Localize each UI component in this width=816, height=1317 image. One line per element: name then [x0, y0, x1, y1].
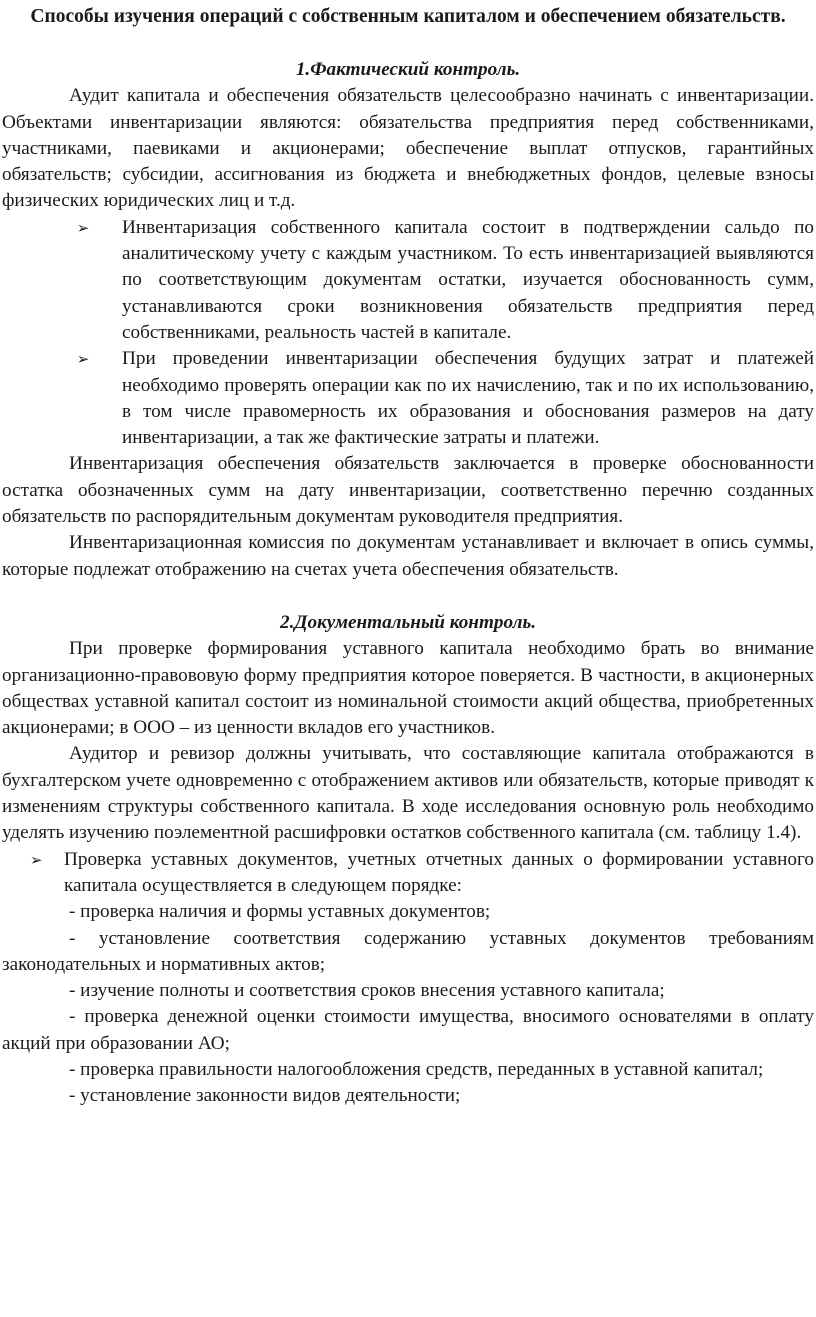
list-item: - установление законности видов деятельности; — [69, 1085, 461, 1107]
bullet-item — [2, 215, 814, 346]
paragraph: Аудит капитала и обеспечения обязательств целесообразно начинать с инвентаризации. Объектами инвентаризации являются: обязательства предприятия перед собственниками, участниками, паевиками и акционерами; обеспечение выплат отпусков, гарантийных обязательств; субсидии, ассигнования из бюджета и внебюджетных фондов, целевые взносы физических юридических лиц и т.д. — [2, 85, 814, 212]
bullet-text: Инвентаризация собственного капитала состоит в подтверждении сальдо по аналитическому учету с каждым участником. То есть инвентаризацией выявляются по соответствующим документам остатки, изучается обоснованность сумм, устанавливаются сроки возникновения обязательств предприятия перед собственниками, реальность частей в капитале. — [122, 216, 814, 343]
list-item: - проверка денежной оценки стоимости имущества, вносимого основателями в оплату акций при образовании АО; — [2, 1006, 814, 1054]
spacer — [2, 30, 814, 57]
list-item: - изучение полноты и соответствия сроков внесения уставного капитала; — [69, 980, 665, 1002]
document-title: Способы изучения операций с собственным капиталом и обеспечением обязательств. — [30, 6, 786, 27]
bullet-item — [2, 847, 814, 900]
bullet-text: При проведении инвентаризации обеспечения будущих затрат и платежей необходимо проверять операции как по их начислению, так и по их использованию, в том числе правомерность их образования и обоснования размеров на дату инвентаризации, а так же фактические затраты и платежи. — [122, 348, 814, 449]
section-heading-documentary-control: 2.Документальный контроль. — [279, 611, 537, 633]
arrow-bullet-icon: ➢ — [76, 218, 90, 237]
arrow-bullet-icon: ➢ — [30, 850, 43, 869]
bullet-item — [2, 346, 814, 451]
arrow-bullet-icon: ➢ — [76, 350, 90, 369]
paragraph: Аудитор и ревизор должны учитывать, что составляющие капитала отображаются в бухгалтерском учете одновременно с отображением активов или обязательств, которые приводят к изменениям структуры собственного капитала. В ходе исследования основную роль необходимо уделять изучению поэлементной расшифровки остатков собственного капитала (см. таблицу 1.4). — [2, 743, 814, 844]
paragraph: Инвентаризация обеспечения обязательств заключается в проверке обоснованности остатка обозначенных сумм на дату инвентаризации, соответственно перечню созданных обязательств по распорядительным документам руководителя предприятия. — [2, 453, 814, 528]
list-item: - установление соответствия содержанию уставных документов требованиям законодательных и нормативных актов; — [2, 927, 814, 975]
spacer — [2, 583, 814, 610]
list-item: - проверка правильности налогообложения средств, переданных в уставной капитал; — [69, 1058, 764, 1080]
section-heading-actual-control: 1.Фактический контроль. — [295, 59, 521, 80]
list-item: - проверка наличия и формы уставных документов; — [69, 901, 491, 923]
paragraph: При проверке формирования уставного капитала необходимо брать во внимание организационно-правововую форму предприятия которое поверяется. В частности, в акционерных обществах уставной капитал состоит из номинальной стоимости акций общества, приобретенных акционерами; в ООО – из ценности вкладов его участников. — [2, 638, 814, 739]
paragraph: Инвентаризационная комиссия по документам устанавливает и включает в опись суммы, которые подлежат отображению на счетах учета обеспечения обязательств. — [2, 532, 814, 580]
bullet-text: Проверка уставных документов, учетных отчетных данных о формировании уставного капитала осуществляется в следующем порядке: — [64, 848, 814, 896]
